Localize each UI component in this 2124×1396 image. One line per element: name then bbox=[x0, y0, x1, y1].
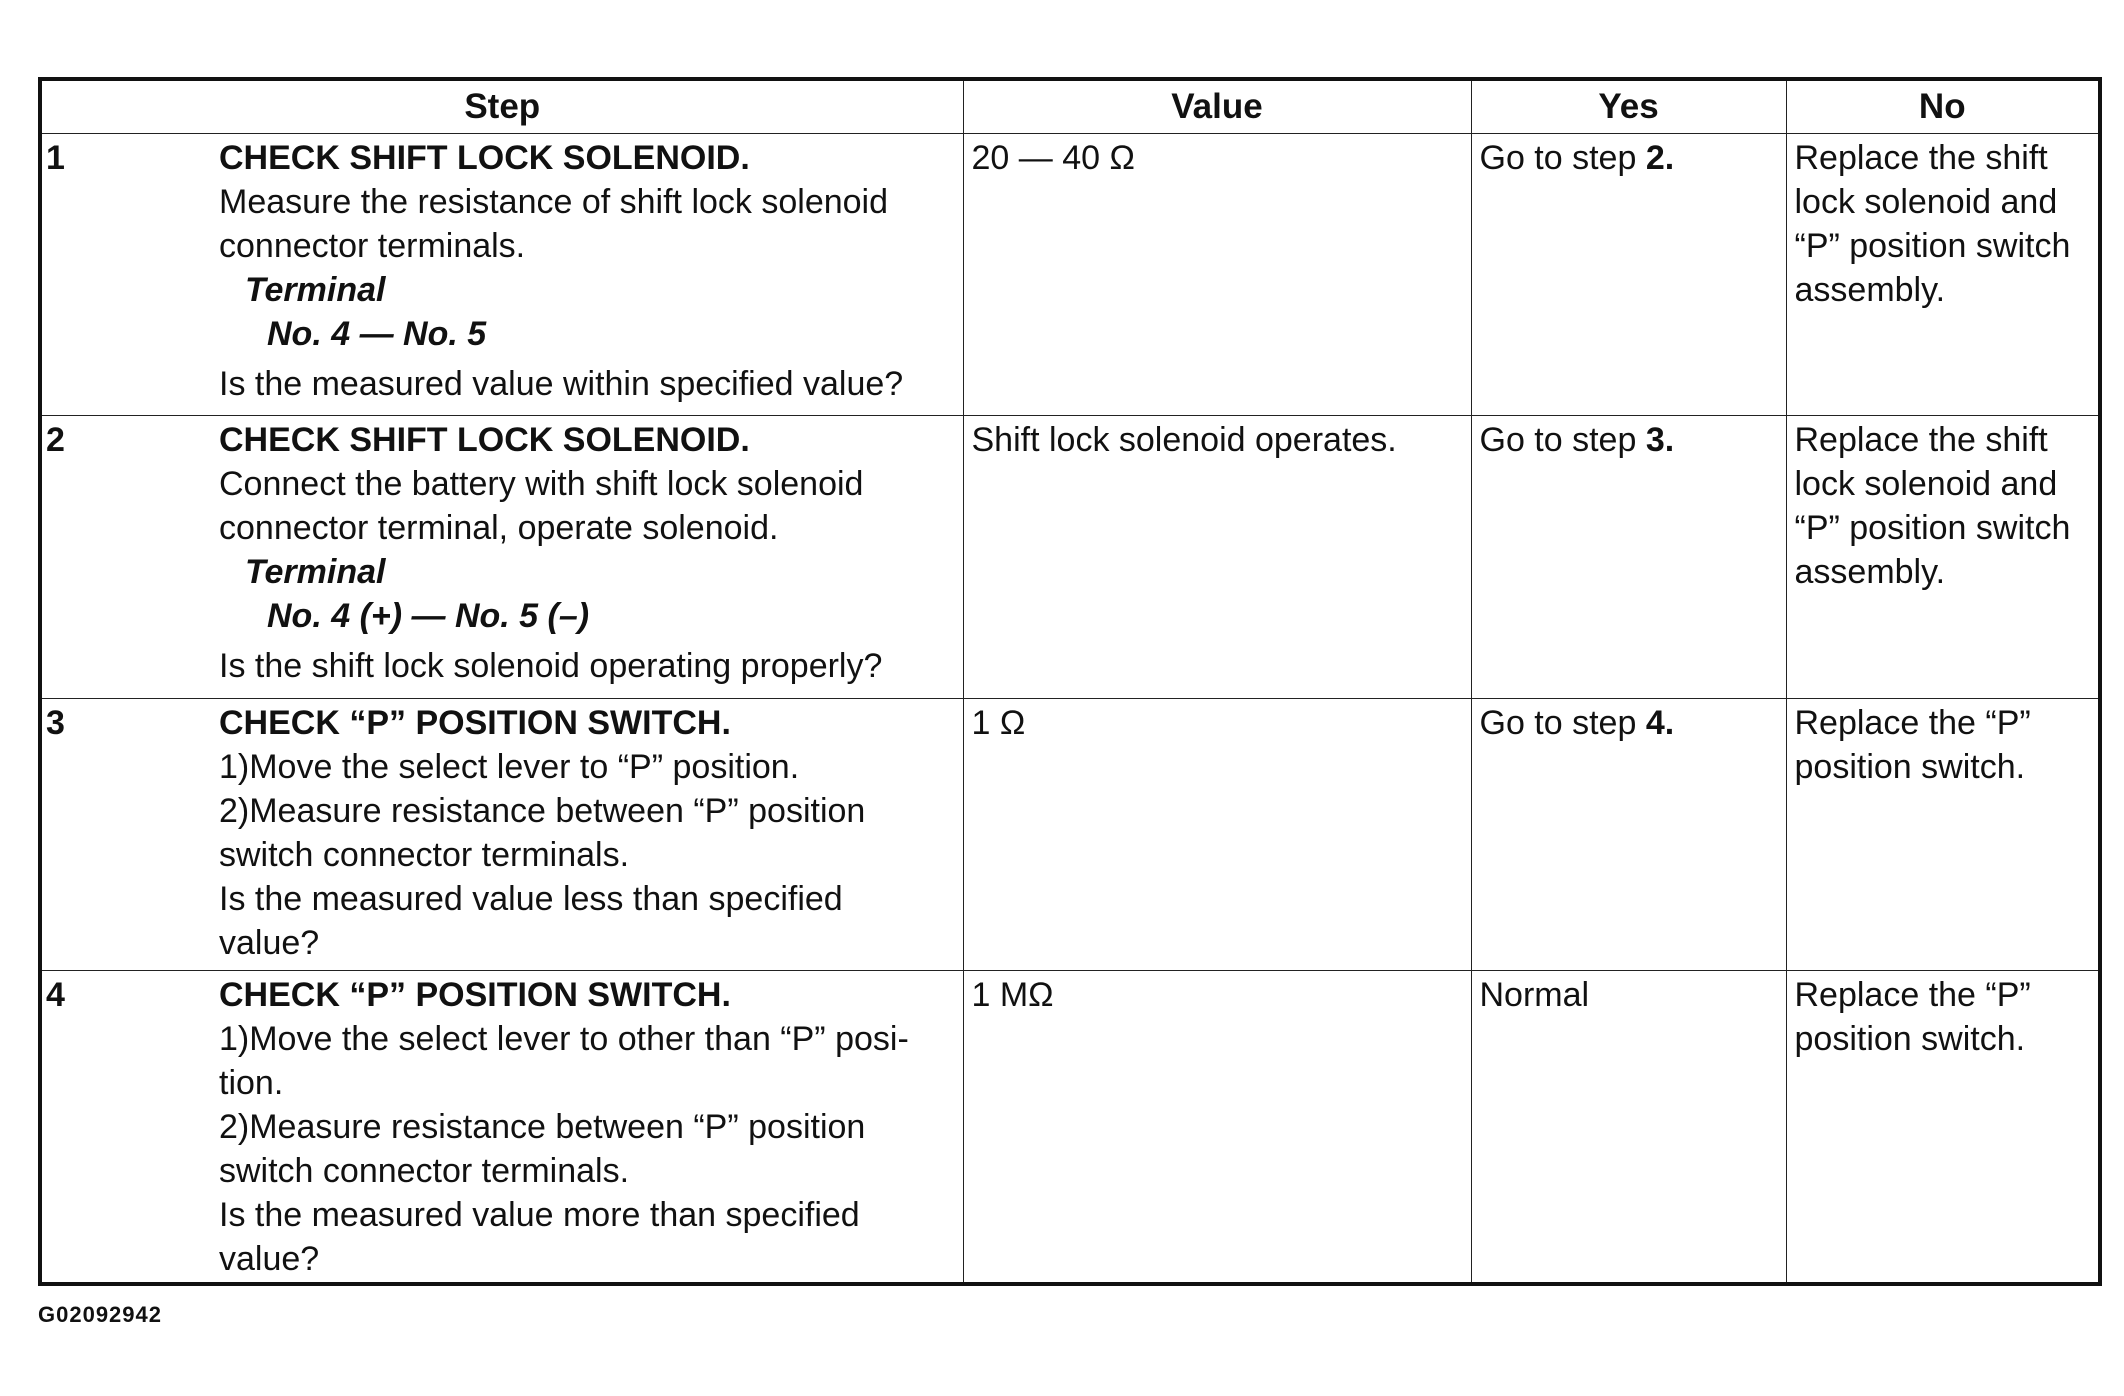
yes-action: Go to step 4. bbox=[1479, 704, 1675, 742]
table-row bbox=[40, 699, 2100, 971]
step-instruction: connector terminals. bbox=[219, 227, 526, 265]
figure-id: G02092942 bbox=[38, 1302, 162, 1327]
terminal-label: Terminal bbox=[245, 271, 386, 309]
yes-cell bbox=[1471, 134, 1786, 416]
step-instruction: 2)Measure resistance between “P” position bbox=[219, 792, 866, 830]
step-cell bbox=[40, 134, 963, 416]
yes-action: Go to step 3. bbox=[1479, 421, 1675, 459]
no-cell bbox=[1786, 699, 2100, 971]
value-cell bbox=[963, 134, 1471, 416]
value-cell bbox=[963, 416, 1471, 699]
table-header-row bbox=[40, 79, 2100, 134]
table-row bbox=[40, 134, 2100, 416]
step-cell bbox=[40, 699, 963, 971]
table-row bbox=[40, 971, 2100, 1284]
step-instruction: 1)Move the select lever to “P” position. bbox=[219, 748, 800, 786]
table-row bbox=[40, 416, 2100, 699]
step-question: value? bbox=[219, 1240, 320, 1278]
step-instruction: tion. bbox=[219, 1064, 284, 1102]
step-title: CHECK SHIFT LOCK SOLENOID. bbox=[219, 139, 750, 177]
spec-value: Shift lock solenoid operates. bbox=[971, 421, 1397, 459]
step-instruction: 2)Measure resistance between “P” position bbox=[219, 1108, 866, 1146]
step-number: 4 bbox=[46, 976, 65, 1014]
step-cell bbox=[40, 971, 963, 1284]
value-cell bbox=[963, 699, 1471, 971]
no-cell bbox=[1786, 971, 2100, 1284]
step-instruction: Connect the battery with shift lock solenoid bbox=[219, 465, 864, 503]
header-step: Step bbox=[40, 79, 963, 134]
no-action: Replace the shift lock solenoid and “P” position switch assembly. bbox=[1794, 139, 2071, 309]
step-number: 1 bbox=[46, 139, 65, 177]
no-action: Replace the shift lock solenoid and “P” position switch assembly. bbox=[1794, 421, 2071, 591]
yes-cell bbox=[1471, 699, 1786, 971]
terminal-label: Terminal bbox=[245, 553, 386, 591]
step-title: CHECK “P” POSITION SWITCH. bbox=[219, 976, 731, 1014]
header-value: Value bbox=[963, 79, 1471, 134]
step-question: Is the measured value within specified value? bbox=[219, 365, 904, 403]
diagnostic-table bbox=[38, 77, 2102, 1286]
header-yes: Yes bbox=[1471, 79, 1786, 134]
step-number: 2 bbox=[46, 421, 65, 459]
no-action: Replace the “P” position switch. bbox=[1794, 976, 2031, 1058]
step-instruction: switch connector terminals. bbox=[219, 1152, 630, 1190]
step-question: Is the measured value less than specified bbox=[219, 880, 843, 918]
spec-value: 1 MΩ bbox=[971, 976, 1054, 1014]
step-title: CHECK “P” POSITION SWITCH. bbox=[219, 704, 731, 742]
step-instruction: 1)Move the select lever to other than “P” posi- bbox=[219, 1020, 909, 1058]
no-cell bbox=[1786, 134, 2100, 416]
step-question: Is the measured value more than specified bbox=[219, 1196, 860, 1234]
header-no: No bbox=[1786, 79, 2100, 134]
no-cell bbox=[1786, 416, 2100, 699]
step-cell bbox=[40, 416, 963, 699]
step-instruction: switch connector terminals. bbox=[219, 836, 630, 874]
step-title: CHECK SHIFT LOCK SOLENOID. bbox=[219, 421, 750, 459]
terminal-value: No. 4 (+) — No. 5 (–) bbox=[267, 597, 590, 635]
step-instruction: connector terminal, operate solenoid. bbox=[219, 509, 779, 547]
terminal-value: No. 4 — No. 5 bbox=[267, 315, 487, 353]
yes-cell bbox=[1471, 971, 1786, 1284]
step-question: value? bbox=[219, 924, 320, 962]
step-number: 3 bbox=[46, 704, 65, 742]
step-question: Is the shift lock solenoid operating properly? bbox=[219, 647, 883, 685]
yes-cell bbox=[1471, 416, 1786, 699]
no-action: Replace the “P” position switch. bbox=[1794, 704, 2031, 786]
step-instruction: Measure the resistance of shift lock solenoid bbox=[219, 183, 889, 221]
spec-value: 20 — 40 Ω bbox=[971, 139, 1135, 177]
spec-value: 1 Ω bbox=[971, 704, 1026, 742]
value-cell bbox=[963, 971, 1471, 1284]
yes-action: Normal bbox=[1479, 976, 1590, 1014]
yes-action: Go to step 2. bbox=[1479, 139, 1675, 177]
